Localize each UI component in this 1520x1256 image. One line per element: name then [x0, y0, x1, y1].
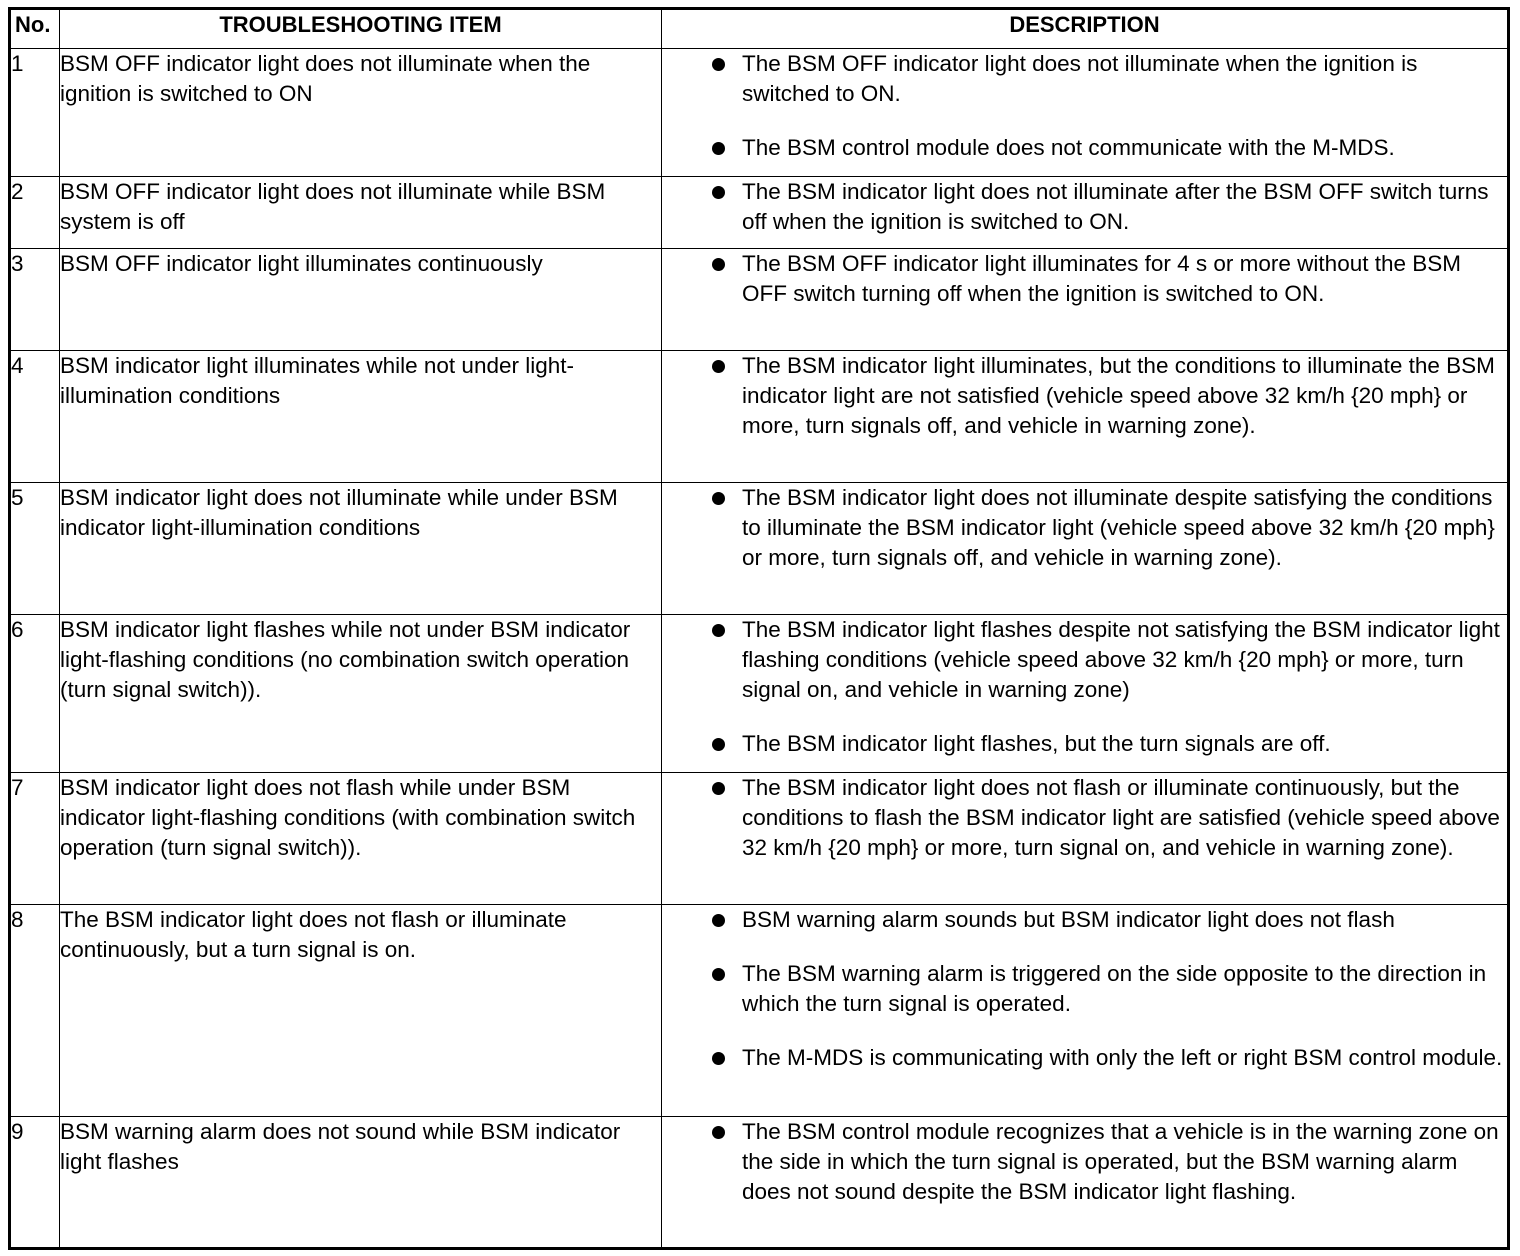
- description-item: [662, 1117, 1507, 1207]
- header-troubleshooting-item: TROUBLESHOOTING ITEM: [60, 9, 662, 49]
- row-number: 4: [10, 351, 60, 483]
- troubleshooting-item-text: BSM OFF indicator light does not illuminate when the ignition is switched to ON: [60, 49, 662, 177]
- bullet-icon: [712, 142, 725, 155]
- row-number: 3: [10, 249, 60, 351]
- description-cell: [662, 49, 1509, 177]
- description-cell: [662, 351, 1509, 483]
- troubleshooting-item-text: BSM OFF indicator light does not illuminate while BSM system is off: [60, 177, 662, 249]
- troubleshooting-item-text: The BSM indicator light does not flash or illuminate continuously, but a turn signal is on.: [60, 905, 662, 1117]
- bullet-icon: [712, 258, 725, 271]
- row-number: 1: [10, 49, 60, 177]
- bullet-icon: [712, 1126, 725, 1139]
- description-list: [662, 249, 1507, 309]
- description-list: [662, 615, 1507, 759]
- bullet-icon: [712, 782, 725, 795]
- description-list: [662, 483, 1507, 573]
- description-item: [662, 1043, 1507, 1073]
- row-number: 2: [10, 177, 60, 249]
- bullet-icon: [712, 914, 725, 927]
- troubleshooting-item-text: BSM indicator light illuminates while not under light-illumination conditions: [60, 351, 662, 483]
- description-cell: [662, 1117, 1509, 1249]
- row-number: 6: [10, 615, 60, 773]
- description-text: The BSM OFF indicator light does not illuminate when the ignition is switched to ON.: [742, 51, 1418, 106]
- description-text: The BSM control module recognizes that a vehicle is in the warning zone on the side in which the turn signal is operated, but the BSM warning alarm does not sound despite the BSM indicator light flashing.: [742, 1119, 1499, 1204]
- description-list: [662, 49, 1507, 163]
- description-item: [662, 351, 1507, 441]
- troubleshooting-item-text: BSM indicator light does not illuminate while under BSM indicator light-illumination conditions: [60, 483, 662, 615]
- description-text: BSM warning alarm sounds but BSM indicator light does not flash: [742, 907, 1395, 932]
- description-item: [662, 959, 1507, 1019]
- table-row: [10, 905, 1509, 1117]
- table-row: [10, 773, 1509, 905]
- description-text: The M-MDS is communicating with only the left or right BSM control module.: [742, 1045, 1503, 1070]
- description-cell: [662, 249, 1509, 351]
- description-item: [662, 773, 1507, 863]
- description-item: [662, 905, 1507, 935]
- troubleshooting-table: [8, 7, 1510, 1250]
- troubleshooting-item-text: BSM indicator light does not flash while under BSM indicator light-flashing conditions (with combination switch operation (turn signal switch)).: [60, 773, 662, 905]
- description-item: [662, 615, 1507, 705]
- description-item: [662, 249, 1507, 309]
- description-text: The BSM warning alarm is triggered on the side opposite to the direction in which the turn signal is operated.: [742, 961, 1487, 1016]
- description-item: [662, 133, 1507, 163]
- troubleshooting-item-text: BSM indicator light flashes while not under BSM indicator light-flashing conditions (no combination switch operation (turn signal switch)).: [60, 615, 662, 773]
- description-cell: [662, 905, 1509, 1117]
- bullet-icon: [712, 624, 725, 637]
- row-number: 5: [10, 483, 60, 615]
- description-cell: [662, 483, 1509, 615]
- description-list: [662, 351, 1507, 441]
- description-cell: [662, 615, 1509, 773]
- description-text: The BSM OFF indicator light illuminates for 4 s or more without the BSM OFF switch turning off when the ignition is switched to ON.: [742, 251, 1462, 306]
- description-text: The BSM control module does not communicate with the M-MDS.: [742, 135, 1395, 160]
- description-text: The BSM indicator light flashes, but the turn signals are off.: [742, 731, 1331, 756]
- table-row: [10, 177, 1509, 249]
- bullet-icon: [712, 968, 725, 981]
- table-row: [10, 615, 1509, 773]
- bullet-icon: [712, 186, 725, 199]
- description-cell: [662, 177, 1509, 249]
- row-number: 8: [10, 905, 60, 1117]
- description-list: [662, 177, 1507, 237]
- description-text: The BSM indicator light does not flash or illuminate continuously, but the conditions to flash the BSM indicator light are satisfied (vehicle speed above 32 km/h {20 mph} or more, turn signal on, and vehicle in warning zone).: [742, 775, 1500, 860]
- description-list: [662, 905, 1507, 1073]
- description-text: The BSM indicator light does not illuminate after the BSM OFF switch turns off when the ignition is switched to ON.: [742, 179, 1489, 234]
- table-row: [10, 49, 1509, 177]
- bullet-icon: [712, 360, 725, 373]
- bullet-icon: [712, 58, 725, 71]
- description-item: [662, 177, 1507, 237]
- header-description: DESCRIPTION: [662, 9, 1509, 49]
- table-row: [10, 1117, 1509, 1249]
- description-list: [662, 1117, 1507, 1207]
- description-cell: [662, 773, 1509, 905]
- bullet-icon: [712, 738, 725, 751]
- table-row: [10, 483, 1509, 615]
- troubleshooting-item-text: BSM warning alarm does not sound while BSM indicator light flashes: [60, 1117, 662, 1249]
- row-number: 7: [10, 773, 60, 905]
- description-text: The BSM indicator light illuminates, but the conditions to illuminate the BSM indicator light are not satisfied (vehicle speed above 32 km/h {20 mph} or more, turn signals off, and vehicle in warning zone).: [742, 353, 1495, 438]
- description-text: The BSM indicator light does not illuminate despite satisfying the conditions to illuminate the BSM indicator light (vehicle speed above 32 km/h {20 mph} or more, turn signals off, and vehicle in warning zone).: [742, 485, 1495, 570]
- description-list: [662, 773, 1507, 863]
- bullet-icon: [712, 492, 725, 505]
- bullet-icon: [712, 1052, 725, 1065]
- description-item: [662, 483, 1507, 573]
- troubleshooting-item-text: BSM OFF indicator light illuminates continuously: [60, 249, 662, 351]
- row-number: 9: [10, 1117, 60, 1249]
- table-row: [10, 249, 1509, 351]
- description-text: The BSM indicator light flashes despite not satisfying the BSM indicator light flashing conditions (vehicle speed above 32 km/h {20 mph} or more, turn signal on, and vehicle in warning zone): [742, 617, 1500, 702]
- description-item: [662, 49, 1507, 109]
- table-header-row: [10, 9, 1509, 49]
- description-item: [662, 729, 1507, 759]
- table-row: [10, 351, 1509, 483]
- header-no: No.: [10, 9, 60, 49]
